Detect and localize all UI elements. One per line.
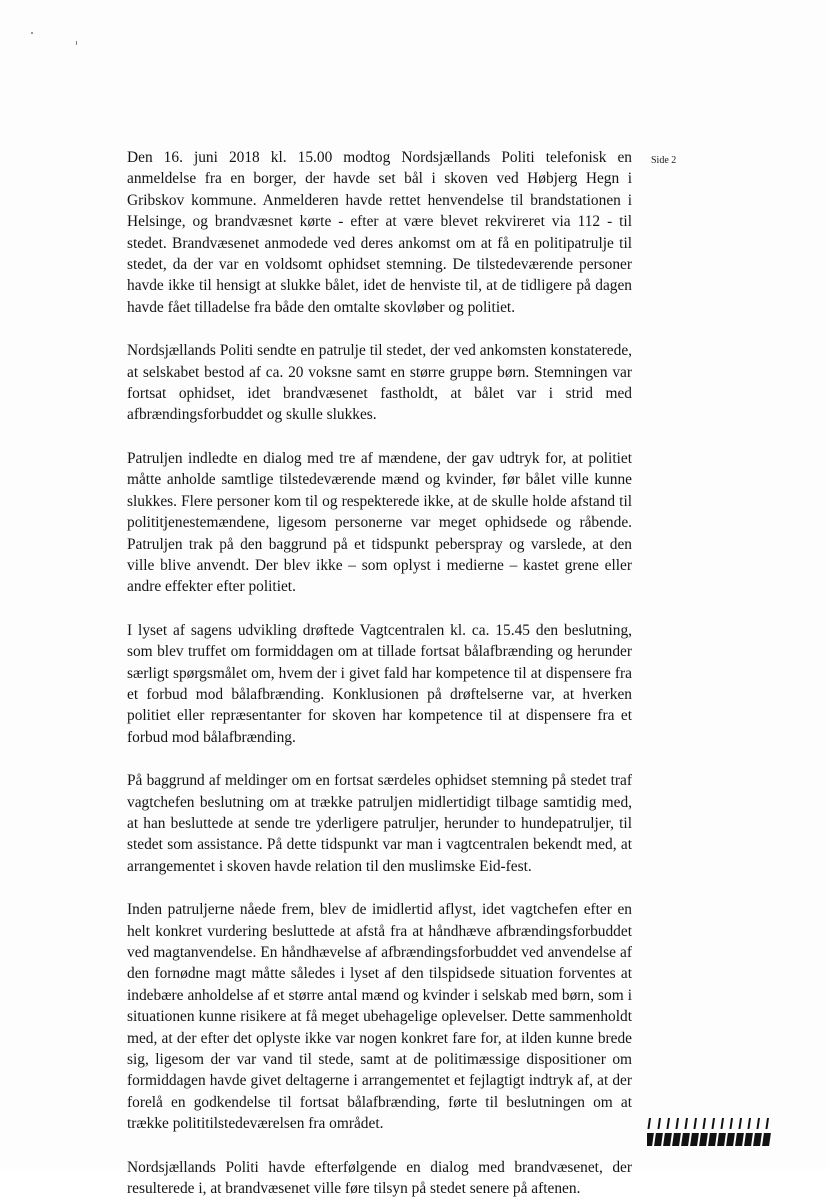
document-body <box>127 147 632 1199</box>
scan-speck <box>76 41 77 45</box>
paragraph-3: Patruljen indledte en dialog med tre af mændene, der gav udtryk for, at politiet måtte anholde samtlige tilstedeværende mænd og kvinder, før bålet ville kunne slukkes. Flere personer kom til og respekterede ikke, at de skulle holde afstand til polititjenestemændene, ligesom personerne var meget ophidsede og råbende. Patruljen trak på den baggrund på et tidspunkt peberspray og varslede, at den ville blive anvendt. Der blev ikke – som oplyst i medierne – kastet grene eller andre effekter efter politiet. <box>127 449 632 596</box>
page-number-label: Side 2 <box>651 155 677 166</box>
barcode-icon <box>647 1118 779 1148</box>
scan-speck <box>31 32 33 34</box>
barcode-bottom-row <box>647 1133 771 1146</box>
paragraph-2: Nordsjællands Politi sendte en patrulje til stedet, der ved ankomsten konstaterede, at selskabet bestod af ca. 20 voksne samt en større gruppe børn. Stemningen var fortsat ophidset, idet brandvæsenet fastholdt, at bålet var i strid med afbrændingsforbuddet og skulle slukkes. <box>127 342 632 424</box>
paragraph-7: Nordsjællands Politi havde efterfølgende en dialog med brandvæsenet, der resulterede i, at brandvæsenet ville føre tilsyn på stedet senere på aftenen. <box>127 1158 632 1198</box>
paragraph-1: Den 16. juni 2018 kl. 15.00 modtog Nordsjællands Politi telefonisk en anmeldelse fra en borger, der havde set bål i skoven ved Høbjerg Hegn i Gribskov kommune. Anmelderen havde rettet henvendelse til brandstationen i Helsinge, og brandvæsnet kørte - efter at være blevet rekvireret via 112 - til stedet. Brandvæsenet anmodede ved deres ankomst om at få en politipatrulje til stedet, da der var en voldsomt ophidset stemning. De tilstedeværende personer havde ikke til hensigt at slukke bålet, idet de henviste til, at de tidligere på dagen havde fået tilladelse fra både den omtalte skovløber og politiet. <box>127 149 632 316</box>
barcode-top-row <box>647 1118 769 1129</box>
paragraph-5: På baggrund af meldinger om en fortsat særdeles ophidset stemning på stedet traf vagtchefen beslutning om at trække patruljen midlertidigt tilbage samtidig med, at han besluttede at sende tre yderligere patruljer, herunder to hundepatruljer, til stedet som assistance. På dette tidspunkt var man i vagtcentralen bekendt med, at arrangementet i skoven havde relation til den muslimske Eid-fest. <box>127 772 632 875</box>
paragraph-6: Inden patruljerne nåede frem, blev de imidlertid aflyst, idet vagtchefen efter en helt konkret vurdering besluttede at afstå fra at håndhæve afbrændingsforbuddet ved magtanvendelse. En håndhævelse af afbrændingsforbuddet ved anvendelse af den fornødne magt måtte således i lyset af den tilspidsede situation forventes at indebære anholdelse af et større antal mænd og kvinder i selskab med børn, som i situationen kunne risikere at få meget ubehagelige oplevelser. Dette sammenholdt med, at der efter det oplyste ikke var nogen konkret fare for, at ilden kunne brede sig, ligesom der var vand til stede, samt at de politimæssige dispositioner om formiddagen havde givet deltagerne i arrangementet et fejlagtigt indtryk af, at der forelå en godkendelse til fortsat bålafbrænding, førte til beslutningen om at trække polititilstedeværelsen fra området. <box>127 901 632 1133</box>
paragraph-4: I lyset af sagens udvikling drøftede Vagtcentralen kl. ca. 15.45 den beslutning, som blev truffet om formiddagen om at tillade fortsat bålafbrænding og herunder særligt spørgsmålet om, hvem der i givet fald har kompetence til at dispensere fra et forbud mod bålafbrænding. Konklusionen på drøftelserne var, at hverken politiet eller repræsentanter for skoven har kompetence til at dispensere fra et forbud mod bålafbrænding. <box>127 621 632 746</box>
